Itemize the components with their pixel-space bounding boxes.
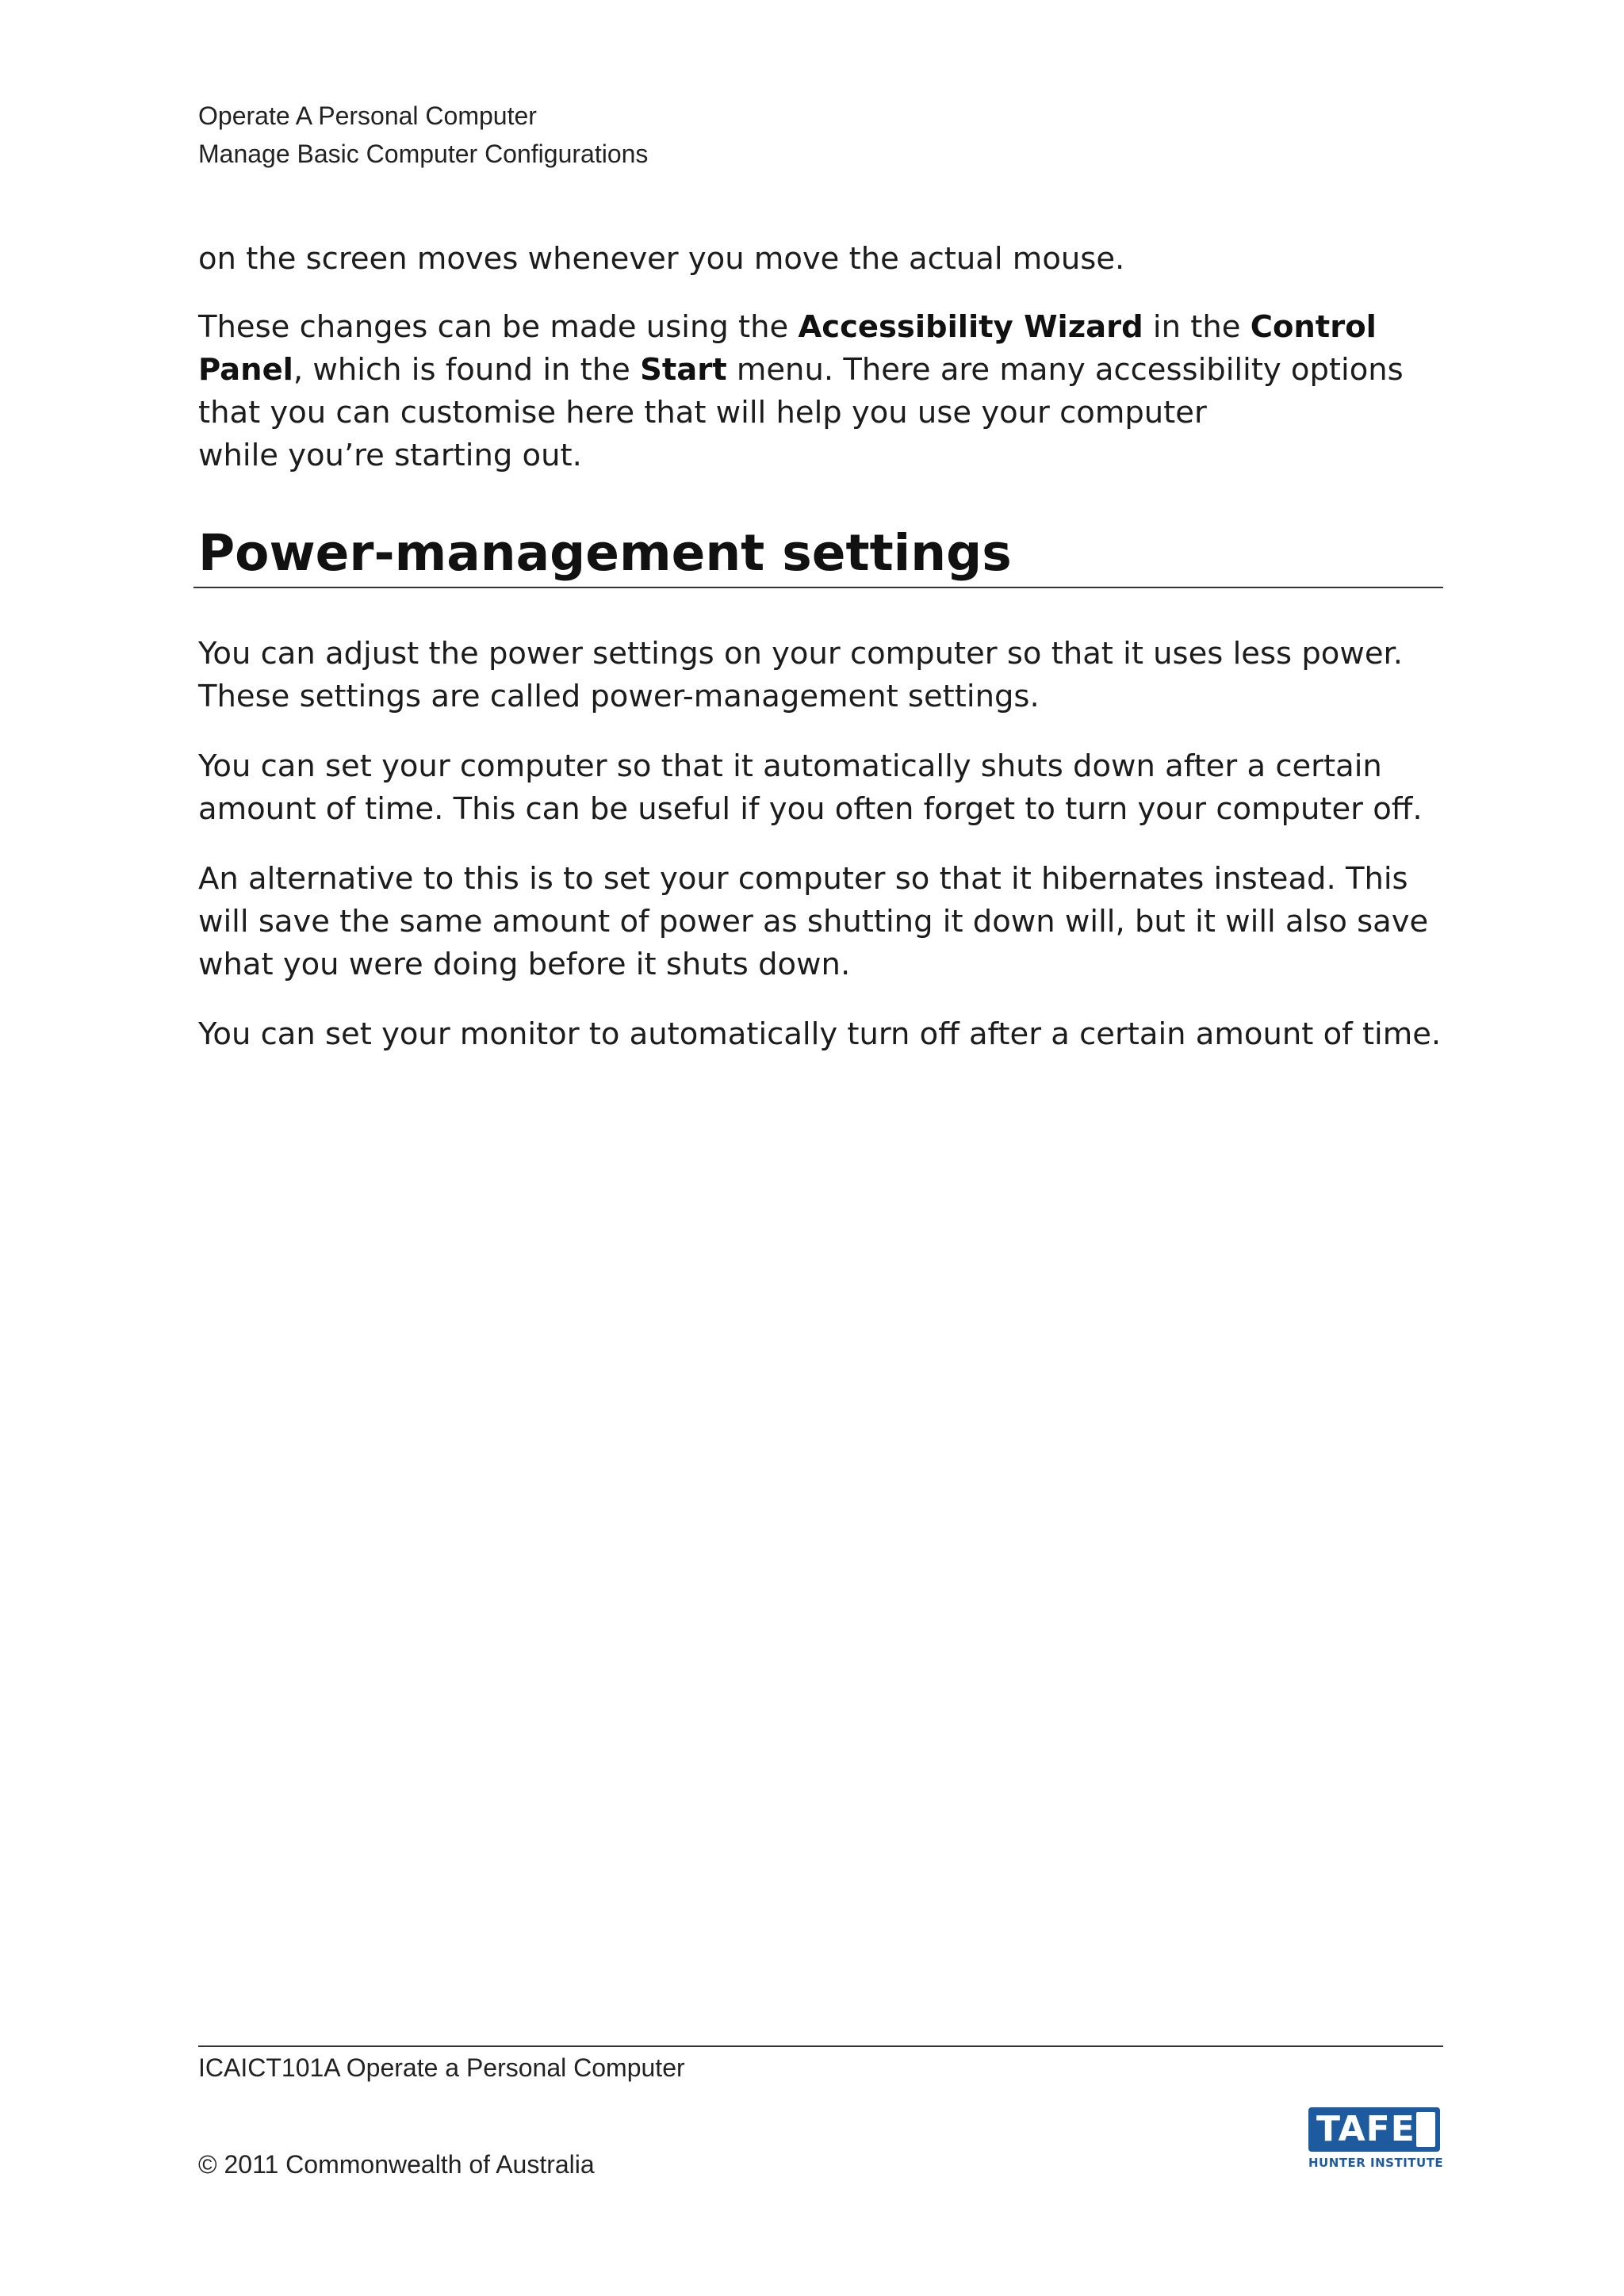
paragraph-text: in the [1143, 309, 1251, 345]
paragraph-monitor: You can set your monitor to automatically turn off after a certain amount of time. [198, 1016, 1442, 1052]
paragraph-hibernate: An alternative to this is to set your computer so that it hibernates instead. This will save the same amount of power as shutting it down will, but it will also save what you were doing before it shuts down. [198, 861, 1429, 982]
accessibility-wizard-term: Accessibility Wizard [798, 309, 1143, 345]
tafe-logo-subtitle: HUNTER INSTITUTE [1308, 2156, 1444, 2170]
tafe-logo [1308, 2107, 1444, 2174]
paragraph-text: These changes can be made using the [198, 309, 799, 345]
page-content [198, 238, 1443, 1083]
paragraph-accessibility [198, 306, 1443, 477]
footer-course-code: ICAICT101A Operate a Personal Computer [198, 2053, 685, 2082]
footer-copyright: © 2011 Commonwealth of Australia [198, 2150, 595, 2179]
nsw-tab-icon [1416, 2112, 1435, 2147]
tafe-logo-wordmark: TAFE [1316, 2109, 1415, 2149]
paragraph-auto-shutdown: You can set your computer so that it automatically shuts down after a certain amount of time. This can be useful if you often forget to turn your computer off. [198, 748, 1423, 827]
running-header [198, 97, 648, 173]
header-course-title: Operate A Personal Computer [198, 101, 537, 130]
header-section-title: Manage Basic Computer Configurations [198, 140, 649, 168]
control-panel-term: Control Panel [198, 309, 1377, 388]
paragraph-text: while you’re starting out. [198, 438, 582, 473]
tafe-logo-badge [1308, 2107, 1440, 2152]
paragraph-power-settings: You can adjust the power settings on your computer so that it uses less power. These settings are called power-management settings. [198, 636, 1404, 714]
start-menu-term: Start [640, 352, 727, 388]
section-heading: Power-management settings [198, 524, 1012, 582]
footer-divider [198, 2045, 1443, 2047]
section-heading-block [193, 522, 1443, 588]
paragraph-text: , which is found in the [293, 352, 641, 388]
paragraph-text: menu. There are many accessibility options that you can customise here that will help you use your computer [198, 352, 1404, 430]
paragraph-mouse: on the screen moves whenever you move the actual mouse. [198, 241, 1125, 277]
